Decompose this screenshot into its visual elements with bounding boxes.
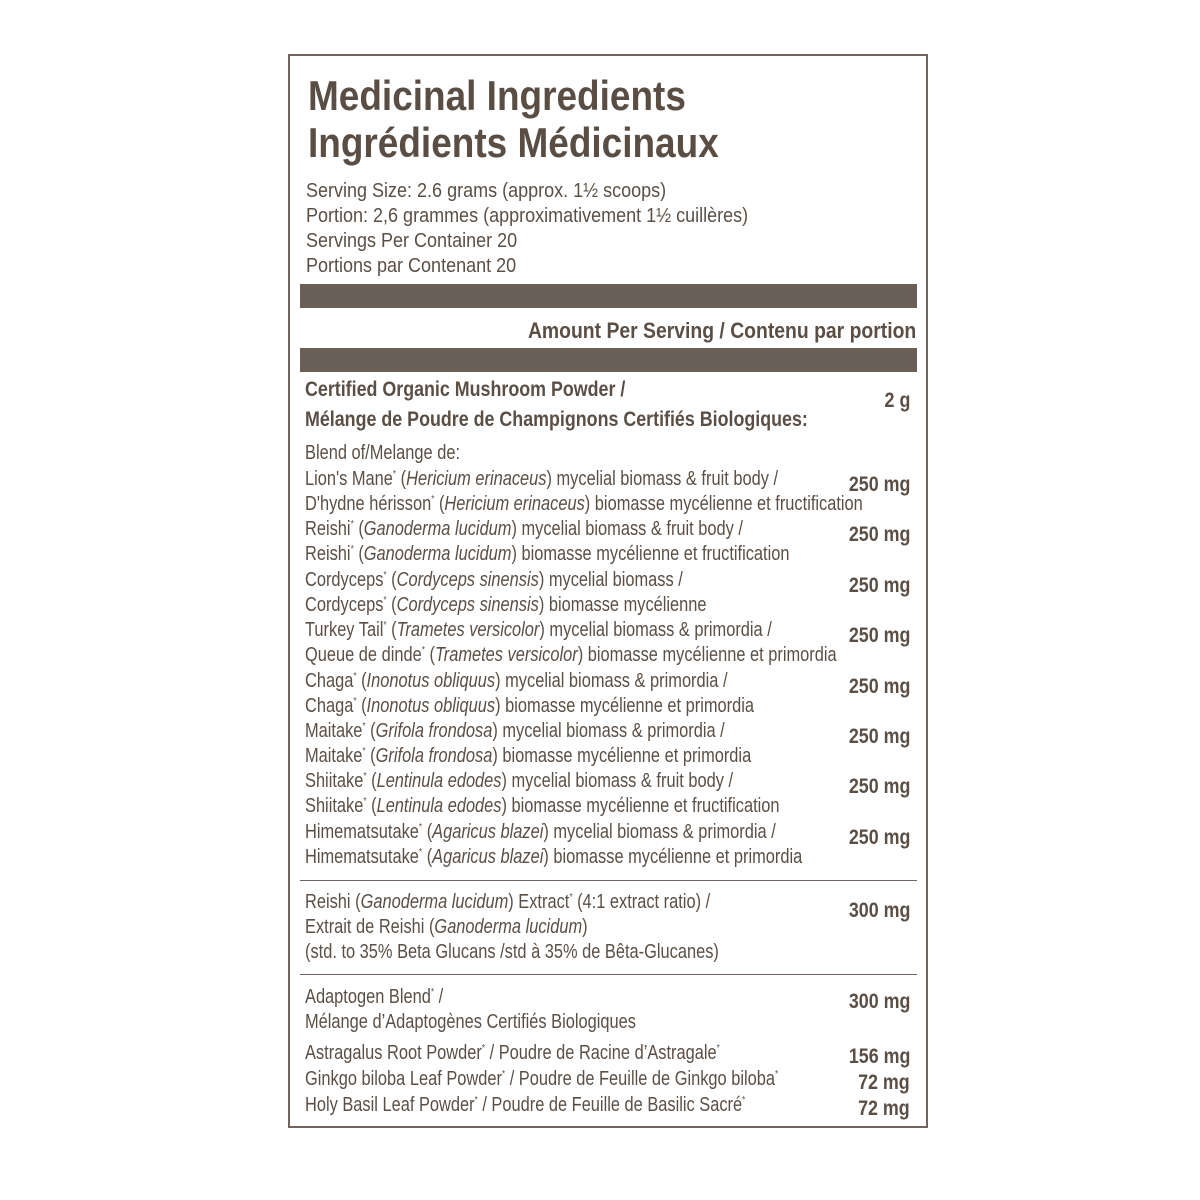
asterisk-mark: * [383, 569, 387, 581]
adaptogen-blend-fr: Mélange d’Adaptogènes Certifiés Biologiques [305, 1011, 636, 1033]
mushroom-common-name: Turkey Tail [305, 619, 384, 642]
divider-line-2 [300, 974, 917, 975]
asterisk-mark: * [350, 544, 354, 556]
mushroom-desc-en: ) mycelial biomass / [538, 568, 683, 591]
adaptogen-item-en: Ginkgo biloba Leaf Powder [305, 1068, 502, 1090]
reishi-extract-ratio: (4:1 extract ratio) / [572, 891, 711, 913]
mushroom-common-name-fr: Himematsutake [305, 845, 419, 868]
mushroom-powder-amount: 2 g [884, 389, 910, 412]
divider-bar-second [300, 348, 917, 372]
mushroom-latin-name: Trametes versicolor [396, 619, 540, 642]
mushroom-desc-fr: ) biomasse mycélienne et primordia [543, 845, 803, 868]
mushroom-common-name-fr: Maitake [305, 745, 363, 767]
divider-bar-top [300, 284, 917, 308]
asterisk-mark: * [392, 469, 397, 480]
reishi-extract-en [305, 890, 710, 915]
reishi-extract-fr-pre: Extrait de Reishi ( [305, 916, 435, 938]
mushroom-common-name: Cordyceps [305, 568, 384, 591]
reishi-extract-fr-latin: Ganoderma lucidum [434, 916, 583, 938]
mushroom-desc-fr: ) biomasse mycélienne et primordia [577, 644, 837, 667]
paren-open: ( [386, 593, 397, 616]
mushroom-amount: 250 mg [848, 725, 910, 748]
adaptogen-item-en: Holy Basil Leaf Powder [305, 1094, 475, 1116]
mushroom-latin-name: Ganoderma lucidum [363, 518, 512, 541]
asterisk-mark: * [350, 519, 354, 531]
paren-open: ( [353, 518, 364, 541]
asterisk-mark: * [430, 987, 435, 998]
asterisk-mark: * [418, 821, 423, 833]
reishi-extract-latin: Ganoderma lucidum [360, 891, 509, 913]
mushroom-latin-name: Cordyceps sinensis [396, 593, 539, 616]
paren-open: ( [365, 720, 376, 742]
asterisk-mark: * [431, 494, 435, 505]
paren-open: ( [424, 644, 435, 667]
mushroom-latin-name: Trametes versicolor [434, 644, 578, 667]
mushroom-latin-name: Lentinula edodes [376, 795, 502, 818]
asterisk-mark: * [569, 892, 573, 903]
reishi-extract-amount: 300 mg [848, 899, 910, 922]
mushroom-desc-fr: ) biomasse mycélienne et primordia [495, 694, 754, 717]
adaptogen-item-amount: 156 mg [848, 1045, 910, 1068]
blend-of-label: Blend of/Melange de: [305, 442, 461, 464]
mushroom-name-en [305, 517, 743, 542]
asterisk-mark: * [716, 1043, 720, 1054]
mushroom-desc-en: ) mycelial biomass & primordia / [539, 619, 772, 642]
mushroom-latin-name: Cordyceps sinensis [396, 568, 539, 591]
adaptogen-blend-en [305, 985, 443, 1010]
mushroom-amount: 250 mg [848, 573, 910, 597]
mushroom-name-en [305, 820, 776, 845]
paren-open: ( [434, 493, 445, 515]
servings-per-container-fr: Portions par Contenant 20 [306, 255, 517, 277]
mushroom-amount: 250 mg [848, 523, 910, 547]
mushroom-common-name: Himematsutake [305, 820, 419, 843]
mushroom-name-fr [305, 593, 707, 618]
mushroom-common-name: Chaga [305, 669, 354, 692]
mushroom-desc-en: ) mycelial biomass & fruit body / [511, 518, 743, 541]
asterisk-mark: * [363, 771, 367, 783]
adaptogen-item [305, 1041, 720, 1066]
adaptogen-item-amount: 72 mg [858, 1097, 910, 1120]
mushroom-common-name-fr: Cordyceps [305, 593, 384, 616]
mushroom-name-en [305, 719, 725, 744]
mushroom-common-name: Shiitake [305, 770, 364, 793]
asterisk-mark: * [383, 620, 387, 632]
mushroom-amount: 250 mg [848, 775, 910, 799]
reishi-extract-fr-post: ) [582, 916, 588, 938]
asterisk-mark: * [363, 796, 367, 808]
asterisk-mark: * [418, 846, 423, 858]
mushroom-desc-fr: ) biomasse mycélienne et primordia [492, 745, 752, 767]
paren-open: ( [386, 568, 397, 591]
servings-per-container-en: Servings Per Container 20 [306, 230, 518, 252]
asterisk-mark: * [362, 746, 366, 757]
mushroom-desc-fr: ) biomasse mycélienne et fructification [511, 543, 790, 566]
reishi-extract-pre: Reishi ( [305, 891, 361, 913]
mushroom-desc-en: ) mycelial biomass & primordia / [543, 820, 776, 843]
mushroom-common-name-fr: Shiitake [305, 795, 364, 818]
mushroom-name-en [305, 467, 778, 492]
mushroom-common-name: Reishi [305, 518, 351, 541]
title-english: Medicinal Ingredients [308, 72, 686, 119]
paren-open: ( [386, 619, 397, 642]
mushroom-name-fr [305, 542, 789, 567]
adaptogen-item-fr: / Poudre de Feuille de Ginkgo biloba [505, 1068, 776, 1090]
mushroom-amount: 250 mg [848, 473, 910, 496]
paren-open: ( [422, 820, 433, 843]
mushroom-amount: 250 mg [848, 674, 910, 698]
amount-per-serving-header: Amount Per Serving / Contenu par portion [527, 318, 916, 343]
mushroom-common-name: Lion's Mane [305, 468, 393, 490]
reishi-extract-fr [305, 915, 588, 940]
mushroom-name-fr [305, 845, 802, 870]
asterisk-mark: * [742, 1095, 746, 1106]
paren-open: ( [422, 845, 433, 868]
title-french: Ingrédients Médicinaux [308, 119, 719, 166]
reishi-extract-post: ) Extract [508, 891, 570, 913]
mushroom-name-fr [305, 694, 754, 719]
adaptogen-item-en: Astragalus Root Powder [305, 1042, 482, 1064]
mushroom-latin-name: Agaricus blazei [432, 820, 544, 843]
mushroom-name-en [305, 669, 728, 694]
asterisk-mark: * [353, 695, 357, 707]
mushroom-name-en [305, 618, 772, 643]
mushroom-common-name: Maitake [305, 720, 363, 742]
mushroom-powder-title-en: Certified Organic Mushroom Powder / [305, 378, 626, 401]
asterisk-mark: * [775, 1069, 779, 1080]
mushroom-common-name-fr: Queue de dinde [305, 644, 422, 667]
mushroom-latin-name: Ganoderma lucidum [363, 543, 512, 566]
mushroom-name-fr [305, 794, 780, 819]
paren-open: ( [353, 543, 364, 566]
reishi-extract-standardization: (std. to 35% Beta Glucans /std à 35% de Bêta-Glucanes) [305, 941, 719, 963]
divider-line-1 [300, 880, 917, 881]
mushroom-desc-en: ) mycelial biomass & primordia / [492, 720, 725, 742]
mushroom-latin-name: Hericium erinaceus [406, 468, 547, 490]
paren-open: ( [366, 795, 377, 818]
asterisk-mark: * [481, 1043, 486, 1054]
paren-open: ( [365, 745, 376, 767]
mushroom-desc-fr: ) biomasse mycélienne [538, 593, 707, 616]
serving-size-en: Serving Size: 2.6 grams (approx. 1½ scoops) [306, 180, 667, 202]
adaptogen-item [305, 1067, 778, 1092]
mushroom-latin-name: Inonotus obliquus [366, 669, 496, 692]
mushroom-latin-name: Agaricus blazei [432, 845, 544, 868]
paren-open: ( [366, 770, 377, 793]
serving-size-fr: Portion: 2,6 grammes (approximativement 1½ cuillères) [306, 205, 749, 227]
mushroom-name-en [305, 769, 733, 794]
paren-open: ( [356, 669, 367, 692]
adaptogen-item-fr: / Poudre de Feuille de Basilic Sacré [477, 1094, 743, 1116]
mushroom-amount: 250 mg [848, 825, 910, 849]
ingredients-label-panel [288, 54, 928, 1128]
mushroom-latin-name: Inonotus obliquus [366, 694, 496, 717]
asterisk-mark: * [362, 721, 366, 732]
mushroom-desc-fr: ) biomasse mycélienne et fructification [584, 493, 863, 515]
mushroom-desc-en: ) mycelial biomass & primordia / [495, 669, 728, 692]
paren-open: ( [396, 468, 407, 490]
mushroom-powder-title-fr: Mélange de Poudre de Champignons Certifiés Biologiques: [305, 408, 808, 431]
adaptogen-item-fr: / Poudre de Racine d’Astragale [485, 1042, 717, 1064]
mushroom-latin-name: Grifola frondosa [375, 745, 493, 767]
mushroom-desc-en: ) mycelial biomass & fruit body / [501, 770, 734, 793]
mushroom-common-name-fr: Chaga [305, 694, 354, 717]
mushroom-latin-name: Grifola frondosa [375, 720, 493, 742]
mushroom-latin-name: Lentinula edodes [376, 770, 502, 793]
adaptogen-blend-amount: 300 mg [848, 990, 910, 1013]
mushroom-common-name-fr: D'hydne hérisson [305, 493, 432, 515]
asterisk-mark: * [383, 594, 387, 606]
asterisk-mark: * [353, 670, 357, 682]
adaptogen-blend-slash: / [434, 986, 444, 1008]
mushroom-name-fr [305, 643, 837, 668]
mushroom-desc-fr: ) biomasse mycélienne et fructification [501, 795, 780, 818]
paren-open: ( [356, 694, 367, 717]
asterisk-mark: * [421, 645, 425, 657]
mushroom-latin-name: Hericium erinaceus [444, 493, 585, 515]
asterisk-mark: * [474, 1095, 478, 1106]
adaptogen-item-amount: 72 mg [858, 1071, 910, 1094]
asterisk-mark: * [501, 1069, 506, 1080]
mushroom-amount: 250 mg [848, 624, 910, 648]
mushroom-desc-en: ) mycelial biomass & fruit body / [546, 468, 779, 490]
adaptogen-item [305, 1093, 745, 1118]
mushroom-name-en [305, 568, 683, 593]
adaptogen-blend-name: Adaptogen Blend [305, 986, 431, 1008]
mushroom-name-fr [305, 492, 863, 517]
mushroom-common-name-fr: Reishi [305, 543, 351, 566]
mushroom-name-fr [305, 744, 751, 769]
